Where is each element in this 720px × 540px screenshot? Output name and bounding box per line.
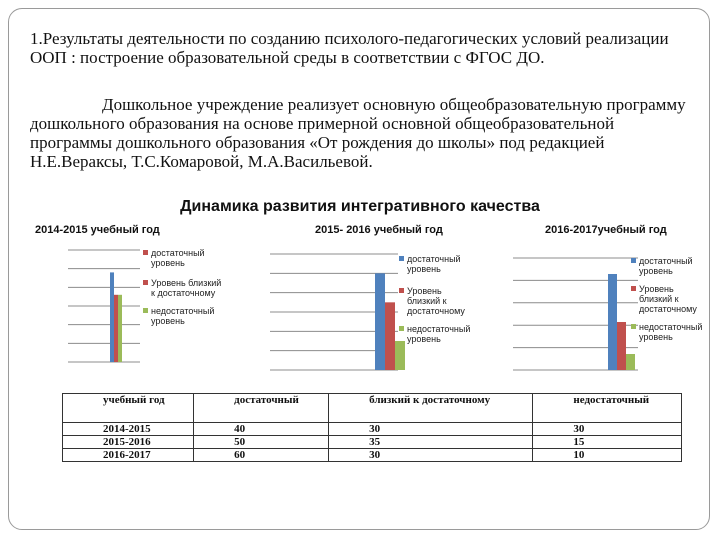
table-cell: 10 (533, 449, 682, 462)
legend-label-sufficient: достаточный уровень (639, 256, 693, 276)
table-cell: 30 (533, 423, 682, 436)
chart-2-title: 2015- 2016 учебный год (315, 224, 443, 236)
bar-sufficient (110, 272, 114, 362)
bar-sufficient (608, 274, 617, 370)
table-row (63, 449, 682, 462)
legend-item-insufficient (143, 306, 223, 326)
legend-swatch-close (631, 286, 636, 291)
paragraph-results: 1.Результаты деятельности по созданию психолого-педагогических условий реализации ООП : построение образовательной среды в соответствии с ФГОС ДО. (30, 29, 669, 67)
paragraph-program: Дошкольное учреждение реализует основную общеобразовательную программу дошкольного образования на основе примерной основной общеобразовательной программы дошкольного образования «От рождения до школы» под редакцией Н.Е.Вераксы, Т.С.Комаровой, М.А.Васильевой. (30, 95, 686, 171)
chart-2016-2017 (513, 240, 638, 372)
legend-item-sufficient (399, 254, 467, 274)
table-cell: 2014-2015 (63, 423, 194, 436)
table-cell: 50 (194, 436, 329, 449)
chart-2014-2015 (68, 236, 140, 366)
legend-item-close (143, 278, 223, 298)
table-cell: 2015-2016 (63, 436, 194, 449)
table-cell: 40 (194, 423, 329, 436)
table-cell: 35 (329, 436, 533, 449)
table-row (63, 423, 682, 436)
bar-close (385, 302, 395, 370)
legend-swatch-insufficient (631, 324, 636, 329)
legend-label-insufficient: недостаточный уровень (407, 324, 471, 344)
legend-item-close (399, 286, 467, 316)
chart-1-title: 2014-2015 учебный год (35, 224, 160, 236)
table-cell: 15 (533, 436, 682, 449)
table-row (63, 436, 682, 449)
legend-label-insufficient: недостаточный уровень (639, 322, 703, 342)
table-header: учебный год (63, 394, 194, 423)
legend-swatch-close (143, 280, 148, 285)
bar-sufficient (375, 273, 385, 370)
bar-close (617, 322, 626, 370)
legend-label-close: Уровень близкий к достаточному (407, 286, 465, 316)
bar-insufficient (118, 295, 122, 362)
legend-item-sufficient (631, 256, 693, 276)
table-cell: 30 (329, 449, 533, 462)
legend-label-sufficient: достаточный уровень (151, 248, 205, 268)
table-header-row (63, 394, 682, 423)
chart-2-legend (399, 254, 471, 352)
table-header: достаточный (194, 394, 329, 423)
table-cell: 30 (329, 423, 533, 436)
legend-label-close: Уровень близкий к достаточному (639, 284, 697, 314)
legend-swatch-sufficient (631, 258, 636, 263)
legend-label-sufficient: достаточный уровень (407, 254, 461, 274)
legend-item-insufficient (631, 322, 703, 342)
section-title: Динамика развития интегративного качества (180, 198, 540, 215)
chart-1-legend (143, 248, 223, 334)
legend-item-sufficient (143, 248, 223, 268)
table-header: близкий к достаточному (329, 394, 533, 423)
legend-swatch-close (399, 288, 404, 293)
table-cell: 2016-2017 (63, 449, 194, 462)
legend-swatch-sufficient (143, 250, 148, 255)
legend-swatch-insufficient (399, 326, 404, 331)
legend-item-close (631, 284, 697, 314)
table-header: недостаточный (533, 394, 682, 423)
legend-label-close: Уровень близкий к достаточному (151, 278, 222, 298)
bar-close (114, 295, 118, 362)
legend-label-insufficient: недостаточный уровень (151, 306, 215, 326)
chart-2015-2016 (270, 240, 398, 372)
results-table (62, 393, 682, 462)
legend-swatch-insufficient (143, 308, 148, 313)
chart-3-legend (631, 256, 703, 350)
legend-item-insufficient (399, 324, 471, 344)
chart-3-title: 2016-2017учебный год (545, 224, 667, 236)
bar-insufficient (626, 354, 635, 370)
table-cell: 60 (194, 449, 329, 462)
legend-swatch-sufficient (399, 256, 404, 261)
